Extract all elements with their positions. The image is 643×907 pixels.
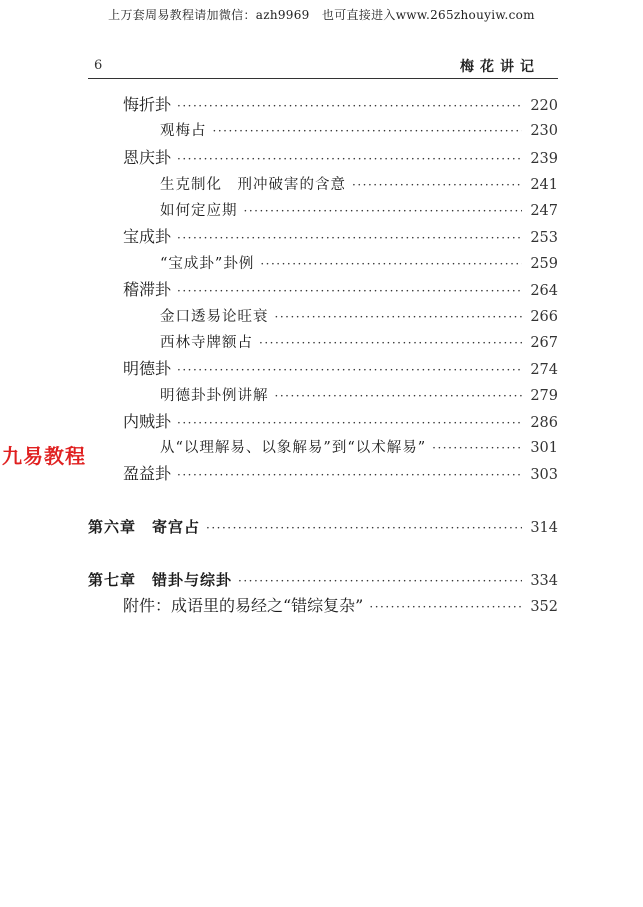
toc-entry-page: 303	[530, 467, 558, 483]
header-rule	[88, 78, 558, 79]
dot-leader	[177, 357, 522, 383]
toc-entry[interactable]	[160, 172, 558, 198]
toc-chapter-entry[interactable]	[88, 567, 558, 593]
toc-entry[interactable]	[123, 92, 558, 118]
toc-entry[interactable]	[123, 145, 558, 171]
toc-entry-title: 西林寺牌额占	[160, 335, 253, 351]
page-number: 6	[94, 58, 103, 73]
toc-entry-title: 宝成卦	[123, 227, 172, 246]
toc-entry-page: 274	[530, 362, 558, 378]
dot-leader	[432, 435, 522, 461]
dot-leader	[259, 330, 522, 356]
dot-leader	[352, 172, 522, 198]
toc-entry[interactable]	[123, 277, 558, 303]
toc-entry-page: 241	[530, 177, 558, 193]
toc-entry[interactable]	[160, 251, 558, 277]
toc-entry-title: 内贼卦	[123, 412, 172, 431]
toc-entry[interactable]	[123, 409, 558, 435]
toc-entry[interactable]	[160, 383, 558, 409]
dot-leader	[260, 251, 522, 277]
toc-entry-title: 观梅占	[160, 123, 207, 139]
toc-entry-page: 267	[530, 335, 558, 351]
dot-leader	[177, 462, 522, 488]
toc-entry-title: 明德卦卦例讲解	[160, 388, 269, 404]
toc-entry-page: 264	[530, 283, 558, 299]
toc-entry-page: 334	[530, 573, 558, 589]
toc-chapter-entry[interactable]	[88, 514, 558, 540]
toc-entry-title: 盈益卦	[123, 464, 172, 483]
dot-leader	[177, 278, 522, 304]
toc-entry-title: “宝成卦”卦例	[160, 256, 255, 272]
dot-leader	[177, 146, 522, 172]
dot-leader	[244, 198, 523, 224]
dot-leader	[238, 568, 522, 594]
dot-leader	[275, 383, 523, 409]
toc-entry[interactable]	[123, 224, 558, 250]
toc-entry-page: 239	[530, 151, 558, 167]
toc-entry-title: 从“以理解易、以象解易”到“以术解易”	[160, 440, 427, 456]
toc-entry[interactable]	[123, 593, 558, 619]
toc-entry-page: 301	[530, 440, 558, 456]
toc-entry[interactable]	[160, 330, 558, 356]
dot-leader	[206, 515, 522, 541]
dot-leader	[213, 118, 523, 144]
toc-entry-page: 230	[530, 123, 558, 139]
toc-entry-title: 第七章 错卦与综卦	[88, 571, 233, 589]
dot-leader	[369, 594, 522, 620]
toc-entry-title: 第六章 寄宫占	[88, 518, 201, 536]
toc-entry-title: 悔折卦	[123, 95, 172, 114]
toc-entry[interactable]	[160, 435, 558, 461]
toc-entry-page: 220	[530, 98, 558, 114]
toc-entry[interactable]	[160, 198, 558, 224]
toc-entry[interactable]	[123, 356, 558, 382]
toc-entry-page: 247	[530, 203, 558, 219]
toc-entry-page: 286	[530, 415, 558, 431]
toc-entry-title: 附件：成语里的易经之“错综复杂”	[123, 596, 364, 615]
dot-leader	[275, 304, 523, 330]
toc-entry-page: 279	[530, 388, 558, 404]
toc-entry-title: 恩庆卦	[123, 148, 172, 167]
toc-entry[interactable]	[160, 118, 558, 144]
toc-entry-title: 生克制化 刑冲破害的含意	[160, 177, 346, 193]
toc-entry-page: 259	[530, 256, 558, 272]
toc-entry[interactable]	[160, 304, 558, 330]
running-title: 梅花讲记	[460, 59, 540, 75]
toc-entry-title: 如何定应期	[160, 203, 238, 219]
dot-leader	[177, 93, 522, 119]
toc-entry-page: 266	[530, 309, 558, 325]
toc-entry-title: 金口透易论旺衰	[160, 309, 269, 325]
dot-leader	[177, 410, 522, 436]
toc-entry-page: 352	[530, 599, 558, 615]
dot-leader	[177, 225, 522, 251]
top-banner: 上万套周易教程请加微信：azh9969 也可直接进入www.265zhouyiw.com	[108, 8, 535, 22]
toc-entry-page: 314	[530, 520, 558, 536]
page-header	[88, 56, 558, 78]
toc-entry-page: 253	[530, 230, 558, 246]
toc-entry-title: 稽滞卦	[123, 280, 172, 299]
toc-entry-title: 明德卦	[123, 359, 172, 378]
watermark: 九易教程	[2, 444, 86, 468]
toc-entry[interactable]	[123, 461, 558, 487]
